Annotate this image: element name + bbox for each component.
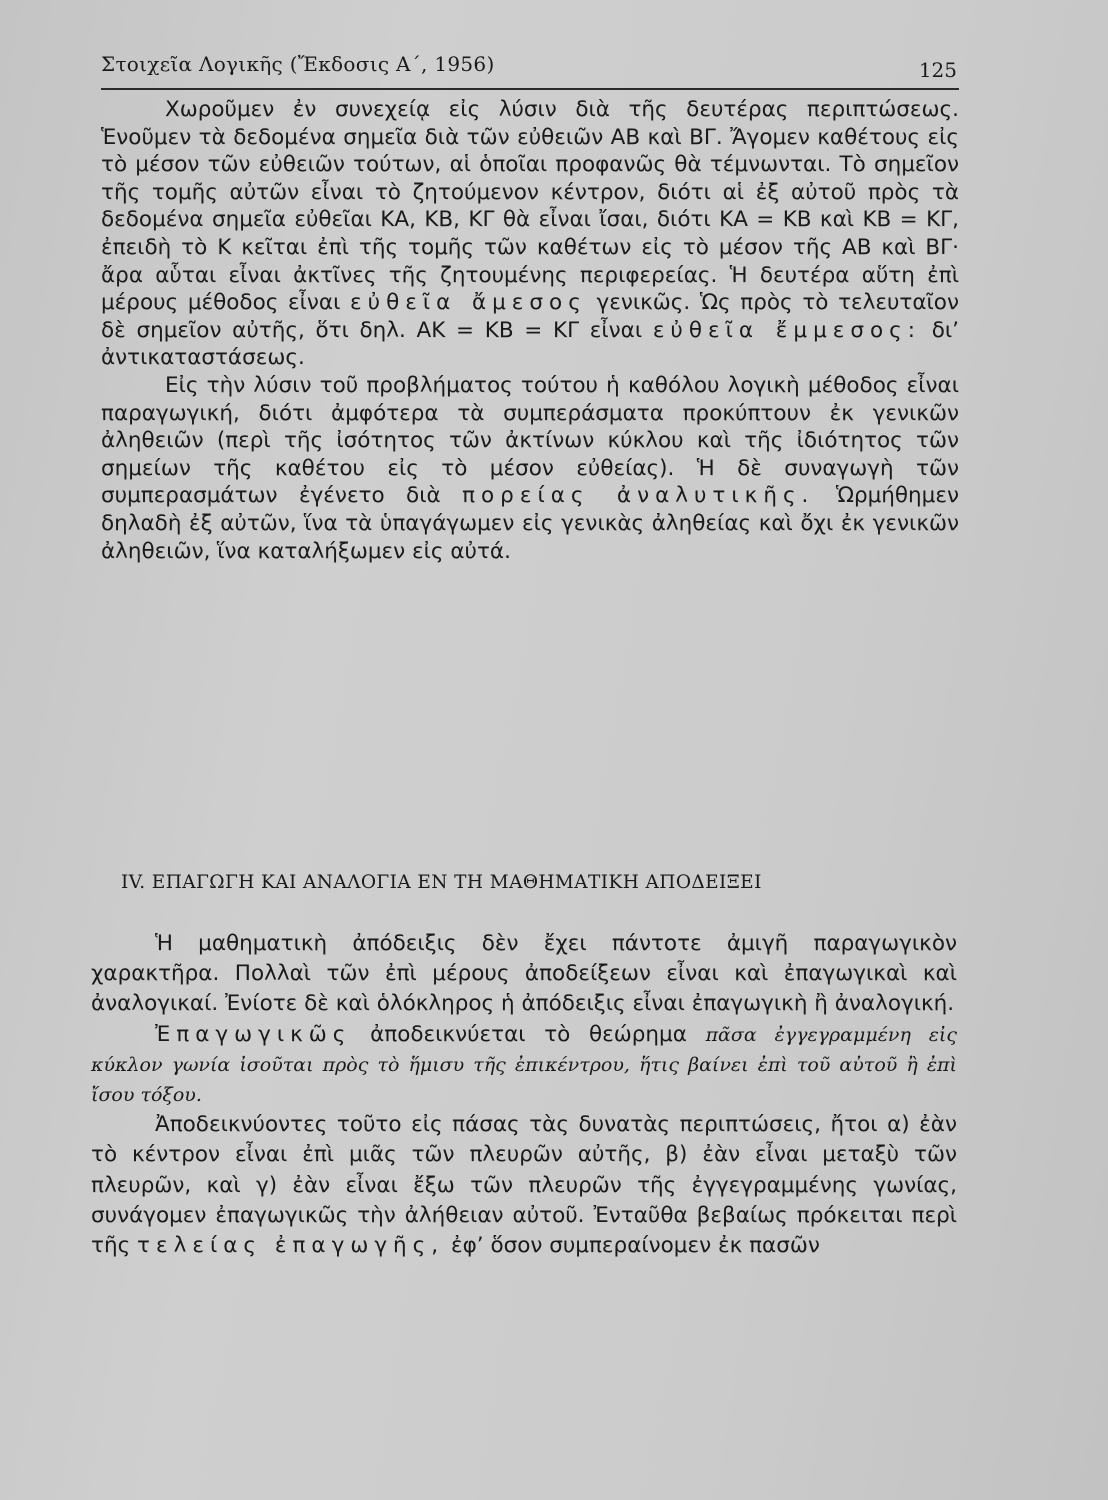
paragraph-cases bbox=[91, 1110, 957, 1261]
text-run: Ἀποδεικνύοντες τοῦτο εἰς πάσας τὰς δυνατὰς περιπτώσεις, ἤτοι α) ἐὰν τὸ κέντρον εἶναι ἐπὶ μιᾶς τῶν πλευρῶν αὐτῆς, β) ἐὰν εἶναι μεταξὺ τῶν πλευρῶν, καὶ γ) ἐὰν εἶναι ἔξω τῶν πλευρῶν τῆς ἐγγεγραμμένης γωνίας, συνάγομεν ἐπαγωγικῶς τὴν ἀλήθειαν αὐτοῦ. Ἐνταῦθα βεβαίως πρόκειται περὶ τῆς bbox=[91, 1112, 957, 1259]
text-run: ἀποδεικνύεται τὸ θεώρημα bbox=[370, 1021, 687, 1047]
text-run: γενικῶς. Ὡς πρὸς τὸ τελευταῖον δὲ σημεῖον αὐτῆς, ὅτι δηλ. ΑΚ = ΚΒ = ΚΓ εἶναι bbox=[101, 290, 959, 343]
text-run: Ἡ μαθηματικὴ ἀπόδειξις δὲν ἔχει πάντοτε ἀμιγῆ παραγωγικὸν χαρακτῆρα. Πολλαὶ τῶν ἐπὶ μέρους ἀποδείξεων εἶναι καὶ ἐπαγωγικαὶ καὶ ἀναλογικαί. Ἐνίοτε δὲ καὶ ὁλόκληρος ἡ ἀπόδειξις εἶναι ἐπαγωγικὴ ἢ ἀναλογική. bbox=[91, 931, 957, 1017]
italic-theorem: πᾶσα ἐγγεγραμμένη εἰς κύκλον γωνία ἰσοῦται πρὸς τὸ ἥμισυ τῆς ἐπικέντρου, ἥτις βαίνει ἐπὶ τοῦ αὐτοῦ ἢ ἐπὶ ἴσου τόξου. bbox=[91, 1023, 957, 1107]
text-run: Χωροῦμεν ἐν συνεχείᾳ εἰς λύσιν διὰ τῆς δευτέρας περιπτώσεως. Ἑνοῦμεν τὰ δεδομένα σημεῖα διὰ τῶν εὐθειῶν ΑΒ καὶ ΒΓ. Ἄγομεν καθέτους εἰς τὸ μέσον τῶν εὐθειῶν τούτων, αἱ ὁποῖαι προφανῶς θὰ τέμνωνται. Τὸ σημεῖον τῆς τομῆς αὐτῶν εἶναι τὸ ζητούμενον κέντρον, διότι αἱ ἐξ αὐτοῦ πρὸς τὰ δεδομένα σημεῖα εὐθεῖαι ΚΑ, ΚΒ, ΚΓ θὰ εἶναι ἴσαι, διότι ΚΑ = ΚΒ καὶ ΚΒ = ΚΓ, ἐπειδὴ τὸ Κ κεῖται ἐπὶ τῆς τομῆς τῶν καθέτων εἰς τὸ μέσον τῆς ΑΒ καὶ ΒΓ· ἄρα αὗται εἶναι ἀκτῖνες τῆς ζητουμένης περιφερείας. Ἡ δευτέρα αὕτη ἐπὶ μέρους μέθοδος εἶναι bbox=[101, 97, 959, 316]
paragraph-circle-case bbox=[101, 96, 959, 372]
text-run: δι’ ἀντικαταστάσεως. bbox=[101, 317, 959, 371]
spaced-emphasis: εὐθεῖα ἔμμεσος: bbox=[652, 317, 922, 343]
paragraph-method bbox=[101, 372, 959, 565]
spaced-emphasis: τελείας ἐπαγωγῆς, bbox=[137, 1233, 445, 1259]
text-run: ἐφ’ ὅσον συμπεραίνομεν ἐκ πασῶν bbox=[450, 1233, 820, 1259]
section-heading: IV. ΕΠΑΓΩΓΗ ΚΑΙ ΑΝΑΛΟΓΙΑ ΕΝ ΤΗ ΜΑΘΗΜΑΤΙΚΗ ΑΠΟΔΕΙΞΕΙ bbox=[121, 872, 762, 893]
spaced-emphasis: πορείας ἀναλυτικῆς. bbox=[462, 483, 815, 509]
paragraph-proof-nature bbox=[91, 929, 957, 1020]
spaced-emphasis: εὐθεῖα ἄμεσος bbox=[350, 290, 587, 316]
section-body-1 bbox=[101, 96, 959, 565]
paragraph-theorem bbox=[91, 1020, 957, 1111]
text-run: Ὡρμήθημεν δηλαδὴ ἐξ αὐτῶν, ἵνα τὰ ὑπαγάγωμεν εἰς γενικὰς ἀληθείας καὶ ὄχι ἐκ γενικῶν ἀληθειῶν, ἵνα καταλήξωμεν εἰς αὐτά. bbox=[101, 483, 959, 564]
page-number: 125 bbox=[918, 58, 957, 82]
section-body-2 bbox=[91, 929, 957, 1261]
running-title: Στοιχεῖα Λογικῆς (Ἔκδοσις Α΄, 1956) bbox=[101, 52, 495, 76]
running-head bbox=[101, 44, 959, 90]
spaced-emphasis: Ἐπαγωγικῶς bbox=[155, 1021, 352, 1047]
text-run: Εἰς τὴν λύσιν τοῦ προβλήματος τούτου ἡ καθόλου λογικὴ μέθοδος εἶναι παραγωγική, διότι ἀμφότερα τὰ συμπεράσματα προκύπτουν ἐκ γενικῶν ἀληθειῶν (περὶ τῆς ἰσότητος τῶν ἀκτίνων κύκλου καὶ τῆς ἰδιότητος τῶν σημείων τῆς καθέτου εἰς τὸ μέσον εὐθείας). Ἡ δὲ συναγωγὴ τῶν συμπερασμάτων ἐγένετο διὰ bbox=[101, 372, 959, 509]
